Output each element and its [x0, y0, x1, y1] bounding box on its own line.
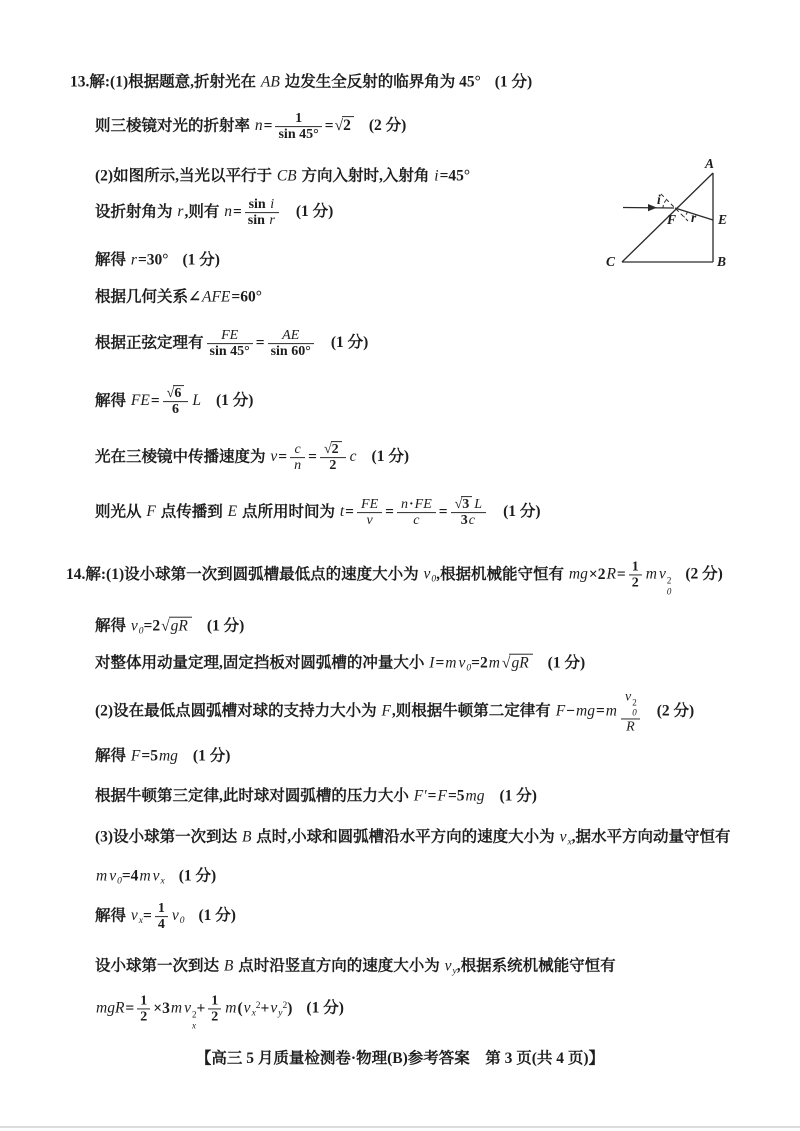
token-i: F [130, 747, 141, 765]
token-t: ( [237, 999, 243, 1017]
token-i: mg [576, 702, 595, 720]
token-i: i [434, 167, 439, 185]
token-t: = [308, 448, 317, 466]
token-t: (2)设在最低点圆弧槽对球的支持力大小为 [95, 702, 381, 720]
token-t: ×3 [153, 999, 170, 1017]
token-vsub: $v_y$ [444, 957, 457, 977]
token-frac [275, 111, 321, 143]
token-t: · [408, 497, 414, 513]
token-score: (1 分) [499, 787, 537, 805]
point-label-f: F [667, 212, 677, 227]
token-vsub: $v_y$ [270, 999, 283, 1019]
token-i: m [605, 702, 617, 720]
solution-line-14 [95, 689, 694, 734]
token-t: 光在三棱镜中传播速度为 [95, 448, 270, 466]
token-t: 3 [460, 513, 468, 529]
token-t: 2 [631, 575, 639, 591]
token-i: i [270, 197, 275, 213]
token-score: (1 分) [182, 251, 220, 269]
token-t: = [345, 503, 355, 521]
token-t: − [566, 702, 575, 720]
token-t: = [143, 907, 152, 925]
token-frac [137, 993, 150, 1025]
token-i: FE [361, 497, 379, 513]
token-score: (1 分) [215, 392, 254, 410]
token-i: B [241, 828, 252, 846]
token-score: (1 分) [547, 654, 586, 672]
token-t: 3 [462, 497, 470, 513]
token-t: =30° [137, 251, 169, 269]
token-score: (2 分) [368, 117, 407, 135]
token-t: 2 [331, 442, 339, 458]
token-t: 1 [211, 993, 219, 1009]
angle-label-i: i [657, 192, 661, 207]
token-i: AE [282, 328, 300, 344]
token-sqrt: √3 [455, 497, 473, 512]
token-frac [207, 328, 253, 360]
solution-line-7 [95, 328, 368, 360]
token-vss: v 2 0 [625, 689, 637, 718]
token-sqrt: √2 [335, 118, 354, 137]
token-i: FE [130, 392, 150, 410]
token-i: m [645, 565, 657, 583]
token-i: F [146, 503, 156, 521]
token-t: =45° [439, 167, 471, 185]
token-t: =2 [143, 617, 161, 635]
token-t: 2 [211, 1009, 219, 1025]
token-score: (1 分) [503, 503, 541, 521]
token-i: AFE [202, 288, 231, 306]
token-t: sin 60° [270, 344, 311, 360]
token-t: ×2 [588, 565, 606, 583]
token-i: n [224, 203, 232, 221]
token-t: = [263, 117, 273, 135]
token-t: 1 [140, 993, 148, 1009]
token-frac [451, 497, 486, 529]
token-i: AB [260, 73, 280, 91]
token-t: sin [248, 197, 270, 213]
token-i: F [555, 702, 566, 720]
token-t: ,则根据牛顿第二定律有 [391, 702, 555, 720]
token-t: = [435, 654, 445, 672]
page-footer: 【高三 5 月质量检测卷·物理(B)参考答案 第 3 页(共 4 页)】 [195, 1050, 605, 1067]
vertex-label-b: B [717, 254, 727, 269]
token-frac [245, 197, 279, 229]
vertex-label-c: C [606, 254, 616, 269]
token-t: 根据正弦定理有 [95, 334, 204, 352]
token-t: 13.解:(1)根据题意,折射光在 [70, 73, 260, 91]
token-vsub: $v_x$ [243, 999, 256, 1019]
token-t: 6 [174, 386, 182, 402]
token-t: 1 [157, 901, 165, 917]
token-t: = [278, 448, 288, 466]
token-i: R [626, 719, 635, 735]
token-t: (3)设小球第一次到达 [95, 828, 241, 846]
angle-label-r: r [691, 210, 697, 225]
token-sqrt: √2 [324, 442, 342, 457]
token-t: =4 [121, 867, 139, 885]
token-t: 则光从 [95, 503, 146, 521]
solution-line-6 [95, 289, 262, 308]
token-i: m [170, 999, 183, 1017]
solution-line-18 [95, 868, 216, 887]
token-t: = [255, 334, 265, 352]
token-t: = [616, 565, 626, 583]
solution-line-2 [95, 111, 406, 143]
token-i: m [488, 654, 500, 672]
token-t: 4 [157, 917, 165, 933]
token-i: F [437, 787, 447, 805]
token-i: v [366, 513, 373, 529]
token-score: (2 分) [656, 702, 695, 720]
solution-line-1 [70, 74, 532, 93]
token-i: n [294, 458, 302, 474]
token-i: v [270, 448, 278, 466]
token-i: F′ [413, 787, 427, 805]
token-i: c [468, 513, 475, 529]
token-i: I [429, 654, 435, 672]
token-frac [208, 993, 221, 1025]
solution-line-8 [95, 386, 253, 418]
token-t: (2)如图所示,当光以平行于 [95, 167, 276, 185]
token-i: FE [414, 497, 432, 513]
token-i: gR [511, 654, 529, 672]
token-t: ,根据机械能守恒有 [436, 565, 568, 583]
solution-line-10 [95, 497, 541, 529]
token-score: (1 分) [178, 867, 217, 885]
token-frac [397, 497, 436, 529]
token-t: = [125, 999, 135, 1017]
token-t: 则三棱镜对光的折射率 [95, 117, 254, 135]
scan-page-edge-shadow [0, 1126, 800, 1128]
token-t: 点所用时间为 [238, 503, 339, 521]
token-t: 根据牛顿第三定律,此时球对圆弧槽的压力大小 [95, 787, 413, 805]
solution-line-9 [95, 442, 409, 474]
token-i: FE [221, 328, 239, 344]
token-i: t [339, 503, 345, 521]
angle-r-arc [684, 212, 687, 217]
solution-line-3 [95, 168, 470, 187]
token-t: ,则有 [184, 203, 224, 221]
token-t: 6 [172, 402, 180, 418]
solution-line-13 [95, 655, 585, 674]
solution-line-17 [95, 829, 731, 848]
token-score: (2 分) [685, 565, 723, 583]
token-i: c [294, 442, 301, 458]
token-vsub: $v_x$ [130, 907, 143, 927]
prism-ray-diagram [595, 150, 745, 280]
token-t: 根据几何关系∠ [95, 288, 201, 306]
token-score: (1 分) [494, 73, 533, 91]
token-t: 14.解:(1)设小球第一次到圆弧槽最低点的速度大小为 [66, 565, 423, 583]
solution-line-16 [95, 788, 537, 807]
token-i: c [413, 513, 420, 529]
solution-line-21 [95, 993, 344, 1030]
token-i: mgR [96, 999, 125, 1017]
token-sup: 2 [255, 1000, 261, 1011]
token-i: c [349, 448, 357, 466]
token-t: + [260, 999, 270, 1017]
solution-line-11 [66, 559, 723, 596]
token-t: = [150, 392, 160, 410]
token-frac [357, 497, 382, 529]
token-sqrt: √6 [167, 386, 185, 401]
token-t: =5 [447, 787, 465, 805]
token-t: 解得 [95, 747, 130, 765]
token-t: 1 [295, 111, 303, 127]
token-t: 点时沿竖直方向的速度大小为 [234, 957, 444, 975]
token-vsub: $v_x$ [152, 867, 165, 887]
token-vss: v 2 x [184, 999, 197, 1031]
token-vsub: $v_0$ [458, 654, 472, 674]
solution-line-15 [95, 748, 230, 767]
token-t: 设小球第一次到达 [95, 957, 223, 975]
token-i: n [400, 497, 408, 513]
token-i: F [381, 702, 391, 720]
token-t: = [438, 503, 448, 521]
token-i: L [192, 392, 201, 410]
token-t: = [324, 117, 334, 135]
token-sqrt: √gR [502, 655, 533, 674]
token-t: =5 [141, 747, 158, 765]
token-i: CB [276, 167, 297, 185]
angle-i-arc [663, 200, 667, 209]
token-t: ) [287, 999, 293, 1017]
token-frac [629, 559, 642, 591]
token-t: 解得 [95, 907, 130, 925]
token-frac [163, 386, 189, 418]
token-t: = [595, 702, 605, 720]
token-i: r [269, 213, 275, 229]
incident-ray-arrowhead [648, 204, 657, 211]
token-t: sin [247, 213, 269, 229]
token-t: =60° [231, 288, 262, 306]
token-i: B [223, 957, 234, 975]
token-score: (1 分) [198, 907, 236, 925]
token-vsub: $v_0$ [171, 907, 185, 927]
token-i: m [445, 654, 457, 672]
token-t: =2 [471, 654, 488, 672]
token-vss: v 2 0 [658, 565, 672, 597]
token-i: mg [465, 787, 485, 805]
token-t: = [427, 787, 437, 805]
solution-line-12 [95, 618, 244, 637]
vertex-label-a: A [705, 156, 715, 171]
token-t: = [232, 203, 242, 221]
token-score: (1 分) [295, 203, 334, 221]
token-t: 2 [343, 117, 351, 135]
token-t: 边发生全反射的临界角为 45° [280, 73, 481, 91]
token-i: mg [158, 747, 178, 765]
token-i: mg [568, 565, 588, 583]
token-t: 1 [631, 559, 639, 575]
token-t: = [385, 503, 394, 521]
token-t: ,根据系统机械能守恒有 [456, 957, 616, 975]
token-i: L [474, 497, 483, 513]
token-i: R [606, 565, 616, 583]
token-t: 解得 [95, 251, 130, 269]
token-t: + [196, 999, 206, 1017]
token-vsub: $v_x$ [559, 828, 572, 848]
solution-line-4 [95, 197, 333, 229]
token-t: ,据水平方向动量守恒有 [571, 828, 731, 846]
token-t: 解得 [95, 617, 130, 635]
token-t: 设折射角为 [95, 203, 177, 221]
token-i: E [227, 503, 238, 521]
token-score: (1 分) [306, 999, 344, 1017]
token-t: 方向入射时,入射角 [297, 167, 434, 185]
solution-line-5 [95, 252, 220, 271]
token-t: 解得 [95, 392, 130, 410]
token-score: (1 分) [330, 334, 369, 352]
token-vsub: $v_0$ [130, 617, 144, 637]
token-i: gR [170, 617, 188, 635]
token-t: 2 [140, 1009, 148, 1025]
token-t: 对整体用动量定理,固定挡板对圆弧槽的冲量大小 [95, 654, 429, 672]
token-score: (1 分) [371, 448, 409, 466]
solution-line-20 [95, 958, 616, 977]
point-label-e: E [718, 212, 728, 227]
token-sqrt: √gR [161, 618, 192, 637]
token-i: r [177, 203, 184, 221]
token-i: m [139, 867, 151, 885]
solution-line-19 [95, 901, 236, 933]
token-t: 2 [329, 458, 337, 474]
token-i: r [130, 251, 137, 269]
token-frac [621, 689, 640, 734]
token-sup: 2 [282, 1000, 288, 1011]
token-i: m [96, 867, 108, 885]
token-t: 点传播到 [156, 503, 227, 521]
token-score: (1 分) [206, 617, 245, 635]
token-vsub: $v_0$ [109, 867, 122, 887]
token-frac [290, 442, 305, 474]
token-t: 点时,小球和圆弧槽沿水平方向的速度大小为 [252, 828, 559, 846]
token-i: m [225, 999, 237, 1017]
token-score: (1 分) [192, 747, 231, 765]
token-vsub: $v_0$ [423, 565, 437, 585]
token-t: sin 45° [209, 344, 250, 360]
token-frac [155, 901, 168, 933]
token-frac [320, 442, 346, 474]
token-i: n [254, 117, 263, 135]
token-t: sin 45° [278, 127, 319, 143]
token-frac [268, 328, 314, 360]
